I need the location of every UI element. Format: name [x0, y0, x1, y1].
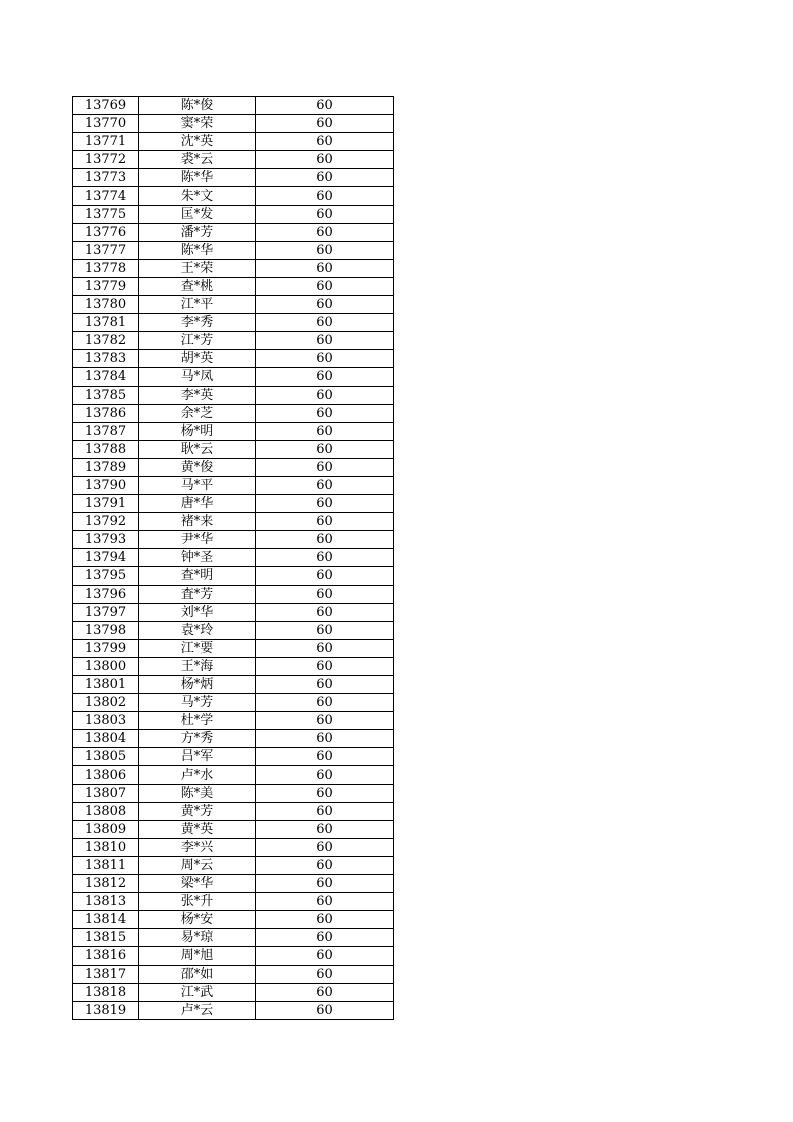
row-score-cell: 60 [256, 784, 394, 802]
row-name-cell: 黄*芳 [139, 802, 256, 820]
table-row [73, 639, 394, 657]
row-score-cell: 60 [256, 603, 394, 621]
row-id-cell: 13817 [73, 965, 139, 983]
row-id-cell: 13774 [73, 187, 139, 205]
row-id-cell: 13771 [73, 133, 139, 151]
row-score-cell: 60 [256, 730, 394, 748]
row-name-cell: 马*凤 [139, 368, 256, 386]
table-row [73, 404, 394, 422]
row-id-cell: 13790 [73, 476, 139, 494]
row-name-cell: 马*平 [139, 476, 256, 494]
table-row [73, 187, 394, 205]
row-score-cell: 60 [256, 965, 394, 983]
row-score-cell: 60 [256, 1001, 394, 1019]
row-name-cell: 耿*云 [139, 440, 256, 458]
row-id-cell: 13808 [73, 802, 139, 820]
row-name-cell: 周*旭 [139, 947, 256, 965]
row-score-cell: 60 [256, 187, 394, 205]
table-row [73, 820, 394, 838]
row-score-cell: 60 [256, 332, 394, 350]
row-name-cell: 陈*美 [139, 784, 256, 802]
table-row [73, 657, 394, 675]
row-id-cell: 13789 [73, 458, 139, 476]
table-row [73, 802, 394, 820]
table-row [73, 947, 394, 965]
table-row [73, 603, 394, 621]
table-row [73, 983, 394, 1001]
row-id-cell: 13773 [73, 169, 139, 187]
row-score-cell: 60 [256, 621, 394, 639]
row-id-cell: 13779 [73, 277, 139, 295]
row-score-cell: 60 [256, 712, 394, 730]
row-name-cell: 褚*来 [139, 513, 256, 531]
row-id-cell: 13791 [73, 495, 139, 513]
row-score-cell: 60 [256, 422, 394, 440]
row-id-cell: 13807 [73, 784, 139, 802]
table-row [73, 205, 394, 223]
row-name-cell: 吕*军 [139, 748, 256, 766]
table-row [73, 223, 394, 241]
row-id-cell: 13793 [73, 531, 139, 549]
row-name-cell: 卢*水 [139, 766, 256, 784]
row-id-cell: 13815 [73, 929, 139, 947]
row-score-cell: 60 [256, 929, 394, 947]
row-id-cell: 13796 [73, 585, 139, 603]
table-row [73, 875, 394, 893]
row-score-cell: 60 [256, 495, 394, 513]
row-id-cell: 13811 [73, 856, 139, 874]
row-score-cell: 60 [256, 296, 394, 314]
table-row [73, 549, 394, 567]
row-name-cell: 方*秀 [139, 730, 256, 748]
row-name-cell: 钟*圣 [139, 549, 256, 567]
row-id-cell: 13818 [73, 983, 139, 1001]
table-row [73, 531, 394, 549]
row-name-cell: 李*兴 [139, 838, 256, 856]
score-table [72, 96, 394, 1020]
row-id-cell: 13809 [73, 820, 139, 838]
row-score-cell: 60 [256, 531, 394, 549]
row-name-cell: 沈*英 [139, 133, 256, 151]
row-name-cell: 杨*明 [139, 422, 256, 440]
table-row [73, 332, 394, 350]
row-score-cell: 60 [256, 676, 394, 694]
table-row [73, 259, 394, 277]
row-id-cell: 13799 [73, 639, 139, 657]
row-name-cell: 裘*云 [139, 151, 256, 169]
row-name-cell: 査*芳 [139, 585, 256, 603]
row-id-cell: 13806 [73, 766, 139, 784]
row-name-cell: 江*芳 [139, 332, 256, 350]
row-score-cell: 60 [256, 766, 394, 784]
row-score-cell: 60 [256, 947, 394, 965]
row-name-cell: 陈*华 [139, 241, 256, 259]
row-name-cell: 胡*英 [139, 350, 256, 368]
row-score-cell: 60 [256, 639, 394, 657]
row-name-cell: 马*芳 [139, 694, 256, 712]
row-id-cell: 13802 [73, 694, 139, 712]
row-id-cell: 13805 [73, 748, 139, 766]
row-score-cell: 60 [256, 513, 394, 531]
row-id-cell: 13819 [73, 1001, 139, 1019]
table-row [73, 97, 394, 115]
row-id-cell: 13777 [73, 241, 139, 259]
spreadsheet-page [72, 96, 394, 1020]
table-row [73, 296, 394, 314]
row-score-cell: 60 [256, 368, 394, 386]
row-name-cell: 易*琼 [139, 929, 256, 947]
table-row [73, 241, 394, 259]
row-score-cell: 60 [256, 694, 394, 712]
row-name-cell: 陈*俊 [139, 97, 256, 115]
row-id-cell: 13781 [73, 314, 139, 332]
row-id-cell: 13795 [73, 567, 139, 585]
row-id-cell: 13769 [73, 97, 139, 115]
row-name-cell: 查*桃 [139, 277, 256, 295]
table-row [73, 476, 394, 494]
row-score-cell: 60 [256, 458, 394, 476]
table-row [73, 458, 394, 476]
row-id-cell: 13813 [73, 893, 139, 911]
row-name-cell: 杜*学 [139, 712, 256, 730]
table-row [73, 784, 394, 802]
row-name-cell: 黄*英 [139, 820, 256, 838]
row-id-cell: 13776 [73, 223, 139, 241]
row-score-cell: 60 [256, 404, 394, 422]
row-name-cell: 王*荣 [139, 259, 256, 277]
row-score-cell: 60 [256, 314, 394, 332]
row-id-cell: 13770 [73, 115, 139, 133]
row-name-cell: 杨*安 [139, 911, 256, 929]
table-row [73, 440, 394, 458]
table-row [73, 893, 394, 911]
row-name-cell: 杨*炳 [139, 676, 256, 694]
row-name-cell: 黄*俊 [139, 458, 256, 476]
row-score-cell: 60 [256, 115, 394, 133]
row-name-cell: 江*平 [139, 296, 256, 314]
row-id-cell: 13780 [73, 296, 139, 314]
row-id-cell: 13816 [73, 947, 139, 965]
row-name-cell: 梁*华 [139, 875, 256, 893]
row-id-cell: 13810 [73, 838, 139, 856]
row-id-cell: 13798 [73, 621, 139, 639]
row-score-cell: 60 [256, 350, 394, 368]
table-row [73, 495, 394, 513]
table-row [73, 567, 394, 585]
row-score-cell: 60 [256, 440, 394, 458]
table-row [73, 585, 394, 603]
table-row [73, 314, 394, 332]
row-id-cell: 13803 [73, 712, 139, 730]
row-score-cell: 60 [256, 748, 394, 766]
table-row [73, 911, 394, 929]
row-score-cell: 60 [256, 476, 394, 494]
row-score-cell: 60 [256, 259, 394, 277]
table-row [73, 350, 394, 368]
row-score-cell: 60 [256, 223, 394, 241]
table-row [73, 386, 394, 404]
row-id-cell: 13785 [73, 386, 139, 404]
row-name-cell: 匡*发 [139, 205, 256, 223]
row-id-cell: 13797 [73, 603, 139, 621]
row-id-cell: 13794 [73, 549, 139, 567]
row-id-cell: 13783 [73, 350, 139, 368]
row-score-cell: 60 [256, 205, 394, 223]
row-id-cell: 13782 [73, 332, 139, 350]
table-row [73, 1001, 394, 1019]
row-name-cell: 江*武 [139, 983, 256, 1001]
row-name-cell: 潘*芳 [139, 223, 256, 241]
row-score-cell: 60 [256, 549, 394, 567]
row-name-cell: 朱*文 [139, 187, 256, 205]
row-id-cell: 13775 [73, 205, 139, 223]
row-name-cell: 刘*华 [139, 603, 256, 621]
row-id-cell: 13778 [73, 259, 139, 277]
row-score-cell: 60 [256, 97, 394, 115]
row-name-cell: 周*云 [139, 856, 256, 874]
row-score-cell: 60 [256, 802, 394, 820]
table-row [73, 151, 394, 169]
row-score-cell: 60 [256, 133, 394, 151]
row-id-cell: 13787 [73, 422, 139, 440]
row-name-cell: 窦*荣 [139, 115, 256, 133]
row-name-cell: 邵*如 [139, 965, 256, 983]
row-id-cell: 13784 [73, 368, 139, 386]
row-name-cell: 卢*云 [139, 1001, 256, 1019]
row-score-cell: 60 [256, 893, 394, 911]
row-score-cell: 60 [256, 386, 394, 404]
table-row [73, 422, 394, 440]
row-score-cell: 60 [256, 151, 394, 169]
table-row [73, 856, 394, 874]
row-score-cell: 60 [256, 567, 394, 585]
row-name-cell: 陈*华 [139, 169, 256, 187]
table-row [73, 513, 394, 531]
row-name-cell: 查*明 [139, 567, 256, 585]
table-row [73, 133, 394, 151]
table-row [73, 712, 394, 730]
row-id-cell: 13800 [73, 657, 139, 675]
table-row [73, 838, 394, 856]
row-name-cell: 尹*华 [139, 531, 256, 549]
row-score-cell: 60 [256, 241, 394, 259]
row-name-cell: 王*海 [139, 657, 256, 675]
row-id-cell: 13812 [73, 875, 139, 893]
row-score-cell: 60 [256, 820, 394, 838]
table-row [73, 766, 394, 784]
table-row [73, 694, 394, 712]
table-row [73, 277, 394, 295]
table-row [73, 169, 394, 187]
row-score-cell: 60 [256, 277, 394, 295]
table-row [73, 115, 394, 133]
table-row [73, 621, 394, 639]
row-score-cell: 60 [256, 911, 394, 929]
row-id-cell: 13786 [73, 404, 139, 422]
table-body [73, 97, 394, 1020]
row-name-cell: 李*秀 [139, 314, 256, 332]
table-row [73, 730, 394, 748]
table-row [73, 676, 394, 694]
row-score-cell: 60 [256, 875, 394, 893]
row-name-cell: 袁*玲 [139, 621, 256, 639]
row-score-cell: 60 [256, 838, 394, 856]
row-id-cell: 13792 [73, 513, 139, 531]
row-name-cell: 张*升 [139, 893, 256, 911]
row-score-cell: 60 [256, 657, 394, 675]
table-row [73, 965, 394, 983]
row-id-cell: 13788 [73, 440, 139, 458]
row-name-cell: 余*芝 [139, 404, 256, 422]
row-id-cell: 13801 [73, 676, 139, 694]
table-row [73, 929, 394, 947]
table-row [73, 748, 394, 766]
row-id-cell: 13804 [73, 730, 139, 748]
row-score-cell: 60 [256, 169, 394, 187]
row-name-cell: 唐*华 [139, 495, 256, 513]
row-score-cell: 60 [256, 856, 394, 874]
row-score-cell: 60 [256, 983, 394, 1001]
row-id-cell: 13772 [73, 151, 139, 169]
table-row [73, 368, 394, 386]
row-score-cell: 60 [256, 585, 394, 603]
row-name-cell: 李*英 [139, 386, 256, 404]
row-id-cell: 13814 [73, 911, 139, 929]
row-name-cell: 江*要 [139, 639, 256, 657]
